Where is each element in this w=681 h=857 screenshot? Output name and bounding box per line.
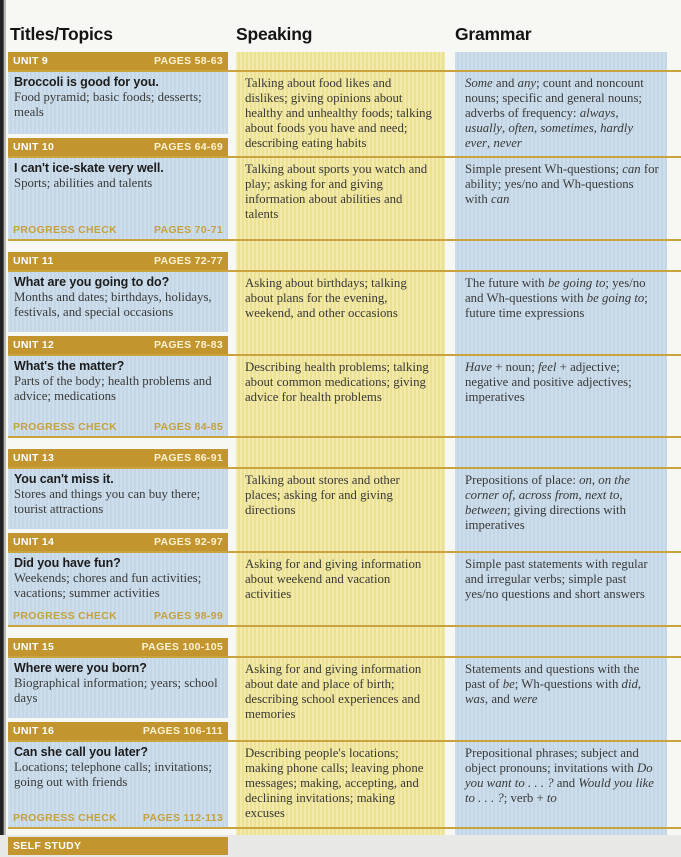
unit-13-bar-row [8, 449, 681, 469]
unit-14-row [8, 553, 681, 606]
unit-14-speaking: Asking for and giving information about weekend and vacation activities [245, 557, 422, 601]
unit-16-topics: Locations; telephone calls; invitations; going out with friends [14, 760, 212, 789]
unit-13-bar [8, 449, 228, 467]
progress-check-1-pages: PAGES 70-71 [153, 223, 223, 236]
section-gap [8, 438, 681, 449]
unit-10-topics-panel [8, 158, 228, 220]
unit-13-title: You can't miss it. [14, 472, 114, 486]
progress-check-4 [8, 808, 228, 827]
unit-13-pages: PAGES 86-91 [153, 452, 223, 464]
self-study-bar [8, 837, 228, 855]
unit-11-topics-panel [8, 272, 228, 332]
section-gap [8, 627, 681, 638]
unit-14-grammar: Simple past statements with regular and irregular verbs; simple past yes/no questions and short answers [465, 557, 648, 601]
unit-15-grammar: Statements and questions with the past of be; Wh-questions with did, was, and were [465, 662, 642, 706]
unit-10-title: I can't ice-skate very well. [14, 161, 164, 175]
unit-11-title: What are you going to do? [14, 275, 170, 289]
unit-16-bar [8, 722, 228, 740]
column-header-grammar: Grammar [455, 24, 532, 44]
unit-15-row [8, 658, 681, 722]
unit-11-label: UNIT 11 [13, 255, 54, 267]
unit-10-topics: Sports; abilities and talents [14, 176, 153, 190]
unit-13-grammar: Prepositions of place: on, on the corner of, across from, next to, between; giving directions with imperatives [465, 473, 630, 532]
unit-11-pages: PAGES 72-77 [153, 255, 223, 267]
unit-12-row [8, 356, 681, 417]
unit-14-topics-panel [8, 553, 228, 606]
unit-16-grammar: Prepositional phrases; subject and object pronouns; invitations with Do you want to . . . ? and Would you like to . . . ?; verb + to [465, 746, 654, 805]
unit-10-bar [8, 138, 228, 156]
unit-10-speaking: Talking about sports you watch and play; asking for and giving information about abilities and talents [245, 162, 428, 221]
progress-check-row-2 [8, 417, 681, 438]
unit-9-pages: PAGES 58-63 [153, 55, 223, 67]
unit-12-pages: PAGES 78-83 [153, 339, 223, 351]
self-study-bar-row [8, 837, 681, 857]
progress-check-2-label: PROGRESS CHECK [13, 420, 117, 433]
unit-15-bar-row [8, 638, 681, 658]
unit-11-bar-row [8, 252, 681, 272]
unit-14-topics: Weekends; chores and fun activities; vacations; summer activities [14, 571, 202, 600]
unit-12-label: UNIT 12 [13, 339, 55, 351]
unit-15-title: Where were you born? [14, 661, 147, 675]
unit-10-pages: PAGES 64-69 [153, 141, 223, 153]
unit-10-grammar: Simple present Wh-questions; can for ability; yes/no and Wh-questions with can [465, 162, 659, 206]
unit-12-grammar: Have + noun; feel + adjective; negative and positive adjectives; imperatives [465, 360, 632, 404]
unit-10-row [8, 158, 681, 220]
unit-13-speaking: Talking about stores and other places; asking for and giving directions [245, 473, 400, 517]
unit-15-topics-panel [8, 658, 228, 718]
progress-check-row-4 [8, 808, 681, 829]
unit-12-bar [8, 336, 228, 354]
progress-check-1 [8, 220, 228, 239]
unit-13-topics: Stores and things you can buy there; tourist attractions [14, 487, 201, 516]
unit-14-bar-row [8, 533, 681, 553]
unit-16-speaking: Describing people's locations; making phone calls; leaving phone messages; making, accepting, and declining invitations; making excuses [245, 746, 424, 820]
unit-16-topics-panel [8, 742, 228, 808]
unit-12-topics-panel [8, 356, 228, 417]
unit-11-topics: Months and dates; birthdays, holidays, festivals, and special occasions [14, 290, 212, 319]
unit-14-bar [8, 533, 228, 551]
unit-14-pages: PAGES 92-97 [153, 536, 223, 548]
column-header-speaking: Speaking [236, 24, 313, 44]
unit-9-topics-panel [8, 72, 228, 134]
unit-11-grammar: The future with be going to; yes/no and Wh-questions with be going to; future time expressions [465, 276, 648, 320]
self-study-label: SELF STUDY [13, 840, 82, 852]
unit-13-label: UNIT 13 [13, 452, 55, 464]
unit-11-row [8, 272, 681, 336]
unit-9-bar-row [8, 52, 681, 72]
unit-9-bar [8, 52, 228, 70]
section-gap [8, 241, 681, 252]
progress-check-4-label: PROGRESS CHECK [13, 811, 117, 824]
progress-check-row-3 [8, 606, 681, 627]
column-header-row [8, 0, 681, 52]
unit-13-topics-panel [8, 469, 228, 529]
unit-11-bar [8, 252, 228, 270]
unit-12-topics: Parts of the body; health problems and advice; medications [14, 374, 212, 403]
unit-16-title: Can she call you later? [14, 745, 148, 759]
column-header-titles-topics: Titles/Topics [10, 24, 113, 44]
unit-16-bar-row [8, 722, 681, 742]
unit-9-grammar: Some and any; count and noncount nouns; specific and general nouns; adverbs of frequency: always, usually, often, sometimes, hardly ever, never [465, 76, 644, 150]
progress-check-3-label: PROGRESS CHECK [13, 609, 117, 622]
unit-16-label: UNIT 16 [13, 725, 55, 737]
unit-9-topics: Food pyramid; basic foods; desserts; meals [14, 90, 202, 119]
section-gap [8, 829, 681, 837]
unit-15-pages: PAGES 100-105 [141, 641, 223, 653]
unit-9-speaking: Talking about food likes and dislikes; giving opinions about healthy and unhealthy foods; talking about foods you have and need; describing eating habits [245, 76, 432, 150]
page-binding-edge [0, 0, 6, 835]
unit-14-title: Did you have fun? [14, 556, 121, 570]
unit-9-title: Broccoli is good for you. [14, 75, 159, 89]
unit-15-bar [8, 638, 228, 656]
progress-check-3 [8, 606, 228, 625]
progress-check-4-pages: PAGES 112-113 [142, 811, 223, 824]
unit-9-label: UNIT 9 [13, 55, 49, 67]
progress-check-1-label: PROGRESS CHECK [13, 223, 117, 236]
unit-14-label: UNIT 14 [13, 536, 55, 548]
unit-10-bar-row [8, 138, 681, 158]
unit-11-speaking: Asking about birthdays; talking about plans for the evening, weekend, and other occasions [245, 276, 407, 320]
unit-12-bar-row [8, 336, 681, 356]
unit-15-label: UNIT 15 [13, 641, 55, 653]
progress-check-2 [8, 417, 228, 436]
progress-check-row-1 [8, 220, 681, 241]
unit-15-topics: Biographical information; years; school days [14, 676, 218, 705]
unit-10-label: UNIT 10 [13, 141, 55, 153]
unit-12-title: What's the matter? [14, 359, 125, 373]
unit-16-pages: PAGES 106-111 [142, 725, 223, 737]
progress-check-2-pages: PAGES 84-85 [153, 420, 223, 433]
unit-12-speaking: Describing health problems; talking about common medications; giving advice for health problems [245, 360, 429, 404]
progress-check-3-pages: PAGES 98-99 [153, 609, 223, 622]
unit-13-row [8, 469, 681, 533]
unit-15-speaking: Asking for and giving information about date and place of birth; describing school experiences and memories [245, 662, 422, 721]
